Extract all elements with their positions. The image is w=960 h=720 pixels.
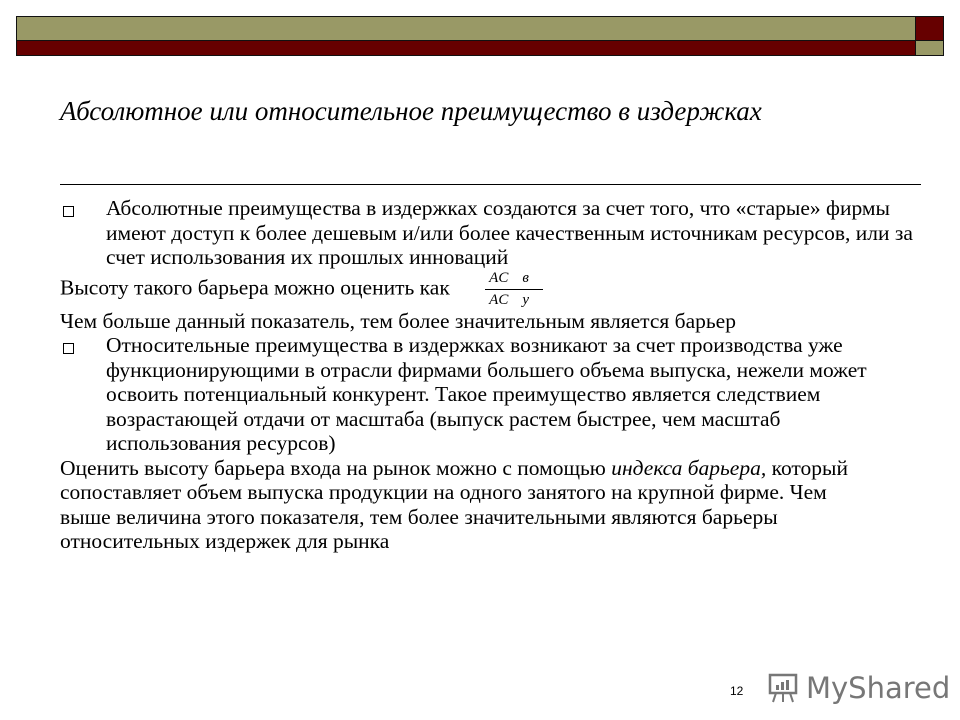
title-divider: [60, 184, 921, 185]
header-bar-olive: [16, 16, 916, 41]
formula-den-b: у: [522, 291, 530, 308]
presentation-board-icon: [766, 671, 800, 705]
header-square-maroon: [915, 16, 944, 41]
para-barrier-meaning: Чем больше данный показатель, тем более значительным является барьер: [60, 308, 736, 333]
bullet-icon: [63, 343, 74, 354]
page-number: 12: [730, 684, 744, 698]
bullet-absolute: Абсолютные преимущества в издержках создаются за счет того, что «старые» фирмы имеют доступ к более дешевым и/или более качественным источникам ресурсов, или за счет использования их прошлых инноваций: [106, 196, 913, 269]
formula-den-a: AC: [489, 291, 509, 308]
formula-num-a: AC: [489, 269, 509, 286]
slide-body: [60, 196, 920, 554]
para3-text-b: который сопоставляет объем выпуска продукции на одного занятого на крупной фирме. Чем выше величина этого показателя, тем более значительными являются барьеры относительных издержек для рынка: [60, 455, 848, 553]
bullet-item-relative: [60, 333, 920, 456]
slide-title: Абсолютное или относительное преимущество в издержках: [60, 96, 762, 126]
watermark-text: MyShared: [806, 671, 951, 705]
para3-emphasis: индекса барьера,: [611, 455, 767, 480]
bullet-icon: [63, 206, 74, 217]
bullet-relative: Относительные преимущества в издержках возникают за счет производства уже функционирующими в отрасли фирмами большего объема выпуска, нежели может освоить потенциальный конкурент. Такое преимущество является следствием возрастающей отдачи от масштаба (выпуск растем быстрее, чем масштаб использования ресурсов): [106, 333, 867, 455]
para3-text-a: Оценить высоту барьера входа на рынок можно с помощью: [60, 455, 612, 480]
bullet-item-absolute: [60, 196, 920, 270]
para-barrier-index: [60, 456, 880, 554]
para-barrier-estimate-row: [60, 270, 920, 309]
formula-fraction: [485, 270, 543, 309]
para-barrier-estimate: Высоту такого барьера можно оценить как: [60, 274, 450, 299]
header-square-olive: [915, 40, 944, 56]
watermark: [766, 670, 950, 706]
formula-num-b: в: [522, 269, 529, 286]
header-bar-maroon: [16, 40, 916, 56]
